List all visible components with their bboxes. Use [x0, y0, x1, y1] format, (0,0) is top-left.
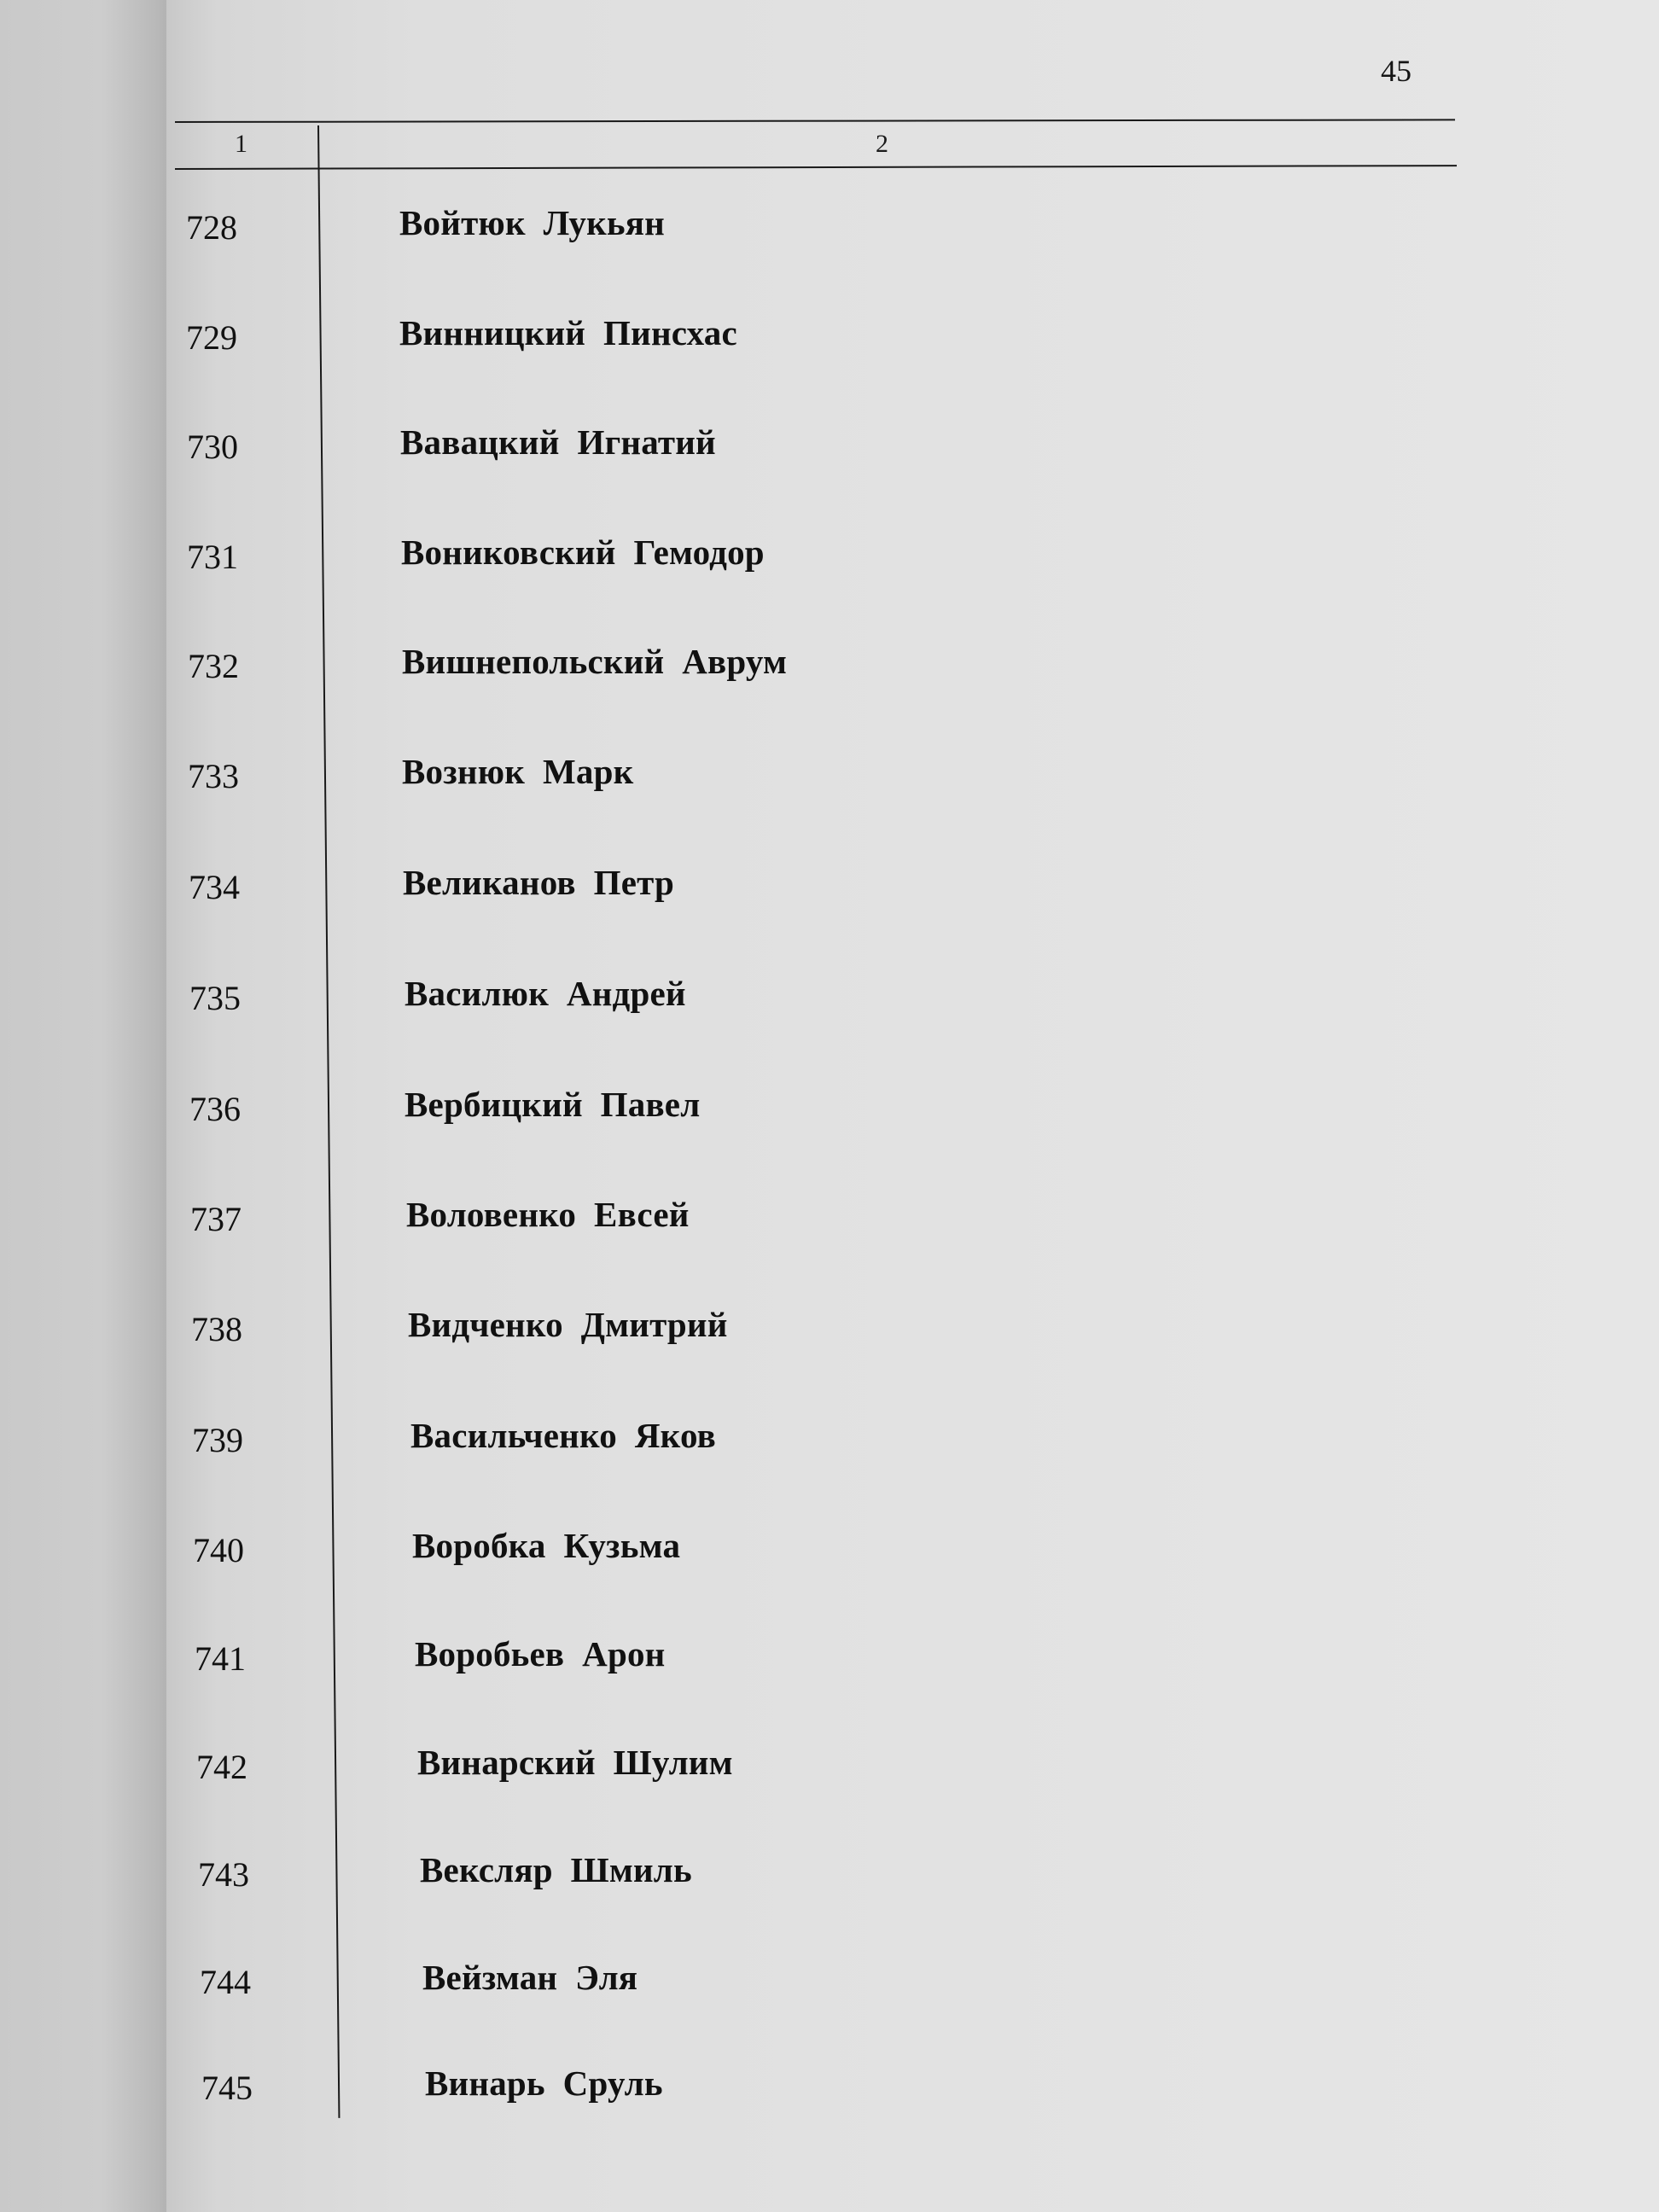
table-row	[187, 422, 1467, 478]
entry-number: 735	[189, 979, 241, 1017]
entry-name: Вишнепольский Аврум	[402, 642, 788, 681]
entry-name: Воробка Кузьма	[412, 1526, 681, 1565]
entry-name: Винницкий Пинсхас	[399, 313, 737, 352]
entry-name: Васильченко Яков	[410, 1416, 716, 1455]
entry-number: 741	[195, 1639, 246, 1678]
page-number: 45	[1381, 54, 1412, 88]
entry-number: 738	[191, 1310, 242, 1348]
entry-number: 745	[201, 2069, 253, 2107]
entry-number: 739	[192, 1421, 243, 1459]
entry-number: 740	[193, 1531, 244, 1569]
table-row	[190, 1195, 1470, 1250]
table-row	[188, 642, 1468, 697]
entry-number: 743	[198, 1855, 249, 1894]
table-row	[192, 1416, 1472, 1471]
entry-name: Вониковский Гемодор	[401, 533, 765, 572]
table-row	[191, 1305, 1471, 1360]
table-row	[195, 1634, 1475, 1690]
entry-number: 734	[189, 868, 240, 906]
table-row	[200, 1958, 1480, 2013]
table-row	[189, 863, 1469, 918]
entry-number: 737	[190, 1200, 242, 1238]
entry-number: 733	[188, 757, 239, 795]
entry-name: Войтюк Лукьян	[399, 203, 666, 242]
entry-name: Винарь Сруль	[425, 2064, 663, 2103]
entry-number: 730	[187, 428, 238, 466]
table-row	[196, 1743, 1476, 1798]
entry-number: 729	[186, 318, 237, 357]
entry-number: 731	[187, 538, 238, 576]
entry-name: Воловенко Евсей	[406, 1195, 690, 1234]
table-row	[188, 752, 1468, 807]
entry-name: Видченко Дмитрий	[408, 1305, 728, 1344]
table-row	[198, 1850, 1478, 1906]
entry-name: Вексляр Шмиль	[420, 1850, 692, 1889]
entry-name: Вейзман Эля	[422, 1958, 638, 1997]
table-row	[193, 1526, 1473, 1581]
entry-number: 732	[188, 647, 239, 685]
entry-name: Василюк Андрей	[405, 974, 686, 1013]
entry-number: 728	[186, 208, 237, 247]
entry-name: Вознюк Марк	[402, 752, 634, 791]
column-header-2: 2	[876, 130, 888, 158]
entry-number: 744	[200, 1963, 251, 2001]
table-row	[186, 313, 1466, 369]
column-header-1: 1	[235, 130, 247, 158]
entry-name: Великанов Петр	[403, 863, 674, 902]
table-row	[189, 1085, 1470, 1140]
entry-number: 736	[189, 1090, 241, 1128]
entry-name: Винарский Шулим	[417, 1743, 733, 1782]
entry-name: Вавацкий Игнатий	[400, 422, 716, 462]
entry-number: 742	[196, 1748, 247, 1786]
table-row	[189, 974, 1470, 1029]
table-row	[201, 2064, 1481, 2119]
table-row	[187, 533, 1467, 588]
entry-name: Воробьев Арон	[415, 1634, 666, 1674]
table-row	[186, 203, 1466, 259]
entry-name: Вербицкий Павел	[405, 1085, 701, 1124]
